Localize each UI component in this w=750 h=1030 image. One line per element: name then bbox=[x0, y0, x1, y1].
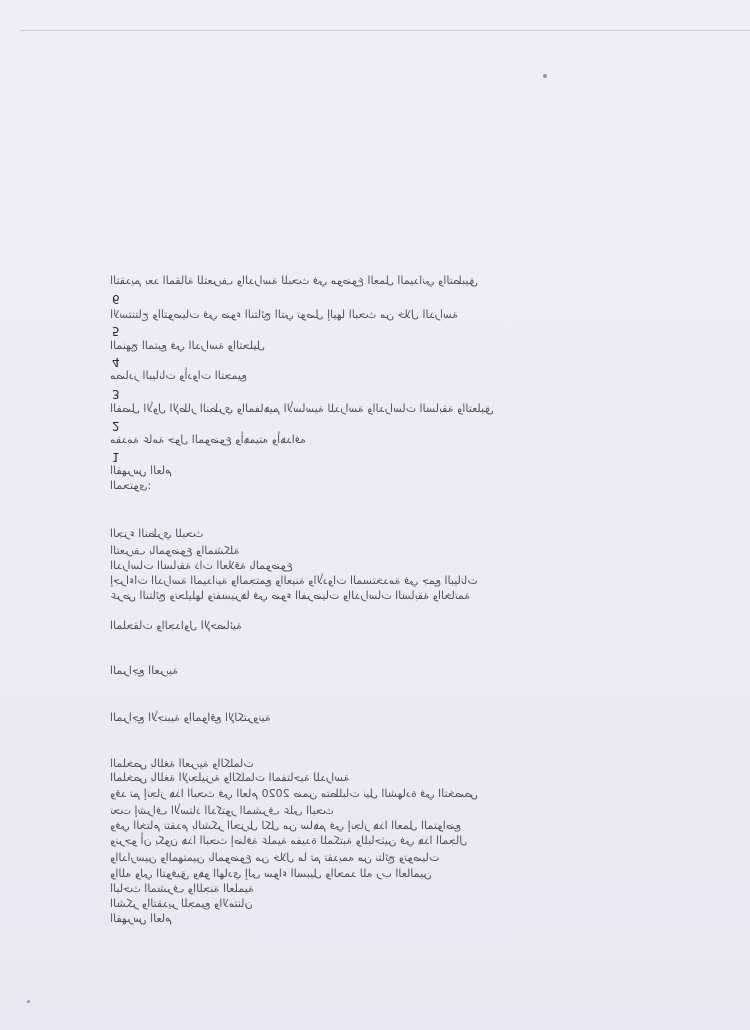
dust-speck bbox=[27, 1000, 30, 1003]
text-line: ﺍﻟﻔﻬﺮﺱ ﺍﻟﻌﺎﻡ bbox=[110, 464, 172, 477]
text-line: ﻭﻓﻲ ﺍﻟﺨﺘﺎﻡ ﻧﺘﻘﺪﻡ ﺑﺎﻟﺸﻜﺮ ﺍﻟﺠﺰﻳﻞ ﻟﻜﻞ ﻣﻦ ﺳﺎﻫﻢ ﻓﻲ ﺇﻧﺠﺎﺯ ﻫﺬﺍ ﺍﻟﻌﻤﻞ ﺍﻟﻤﺘﻮﺍﺿﻊ bbox=[110, 819, 461, 832]
text-line: ﺍﻟﺘﻘﺪﻳﻢ ﺑﻌﺪ ﺍﻟﻤﻘﺎﻟﺔ ﻟﻠﺘﻌﺮﻳﻒ ﻭﺍﻟﺪﺭﺍﺳﺔ ﻟﻠﺒﺤﺚ ﻓﻲ ﻣﻮﺿﻮﻉ ﺍﻟﻌﻤﻞ ﺍﻟﻤﻴﺪﺍﻧﻲ ﻭﺍﻟﺘﻄﺒﻴﻖ bbox=[110, 274, 478, 287]
dust-speck bbox=[543, 74, 547, 78]
text-line: ﻭﺍﻟﻠﻪ ﻭﻟﻲ ﺍﻟﺘﻮﻓﻴﻖ ﻭﻫﻮ ﺍﻟﻬﺎﺩﻱ ﺇﻟﻰ ﺳﻮﺍﺀ ﺍﻟﺴﺒﻴﻞ ﻭﺍﻟﺤﻤﺪ ﻟﻠﻪ ﺭﺏ ﺍﻟﻌﺎﻟﻤﻴﻦ bbox=[110, 867, 432, 880]
text-line: ﺍﻟﻤﻠﺨﺺ ﺑﺎﻟﻠﻐﺔ ﺍﻟﻌﺮﺑﻴﺔ ﻭﺍﻟﻜﻠﻤﺎﺕ bbox=[110, 757, 254, 770]
text-line: ﺍﻟﻤﻠﺨﺺ ﺑﺎﻟﻠﻐﺔ ﺍﻹﻧﺠﻠﻴﺰﻳﺔ ﻭﺍﻟﻜﻠﻤﺎﺕ ﺍﻟﻤﻔﺘﺎﺣﻴﺔ ﻟﻠﺪﺭﺍﺳﺔ bbox=[110, 771, 350, 784]
page-number: 1 bbox=[112, 450, 120, 464]
text-line: ﺍﻟﺸﻜﺮ ﻭﺍﻟﺘﻘﺪﻳﺮ ﻟﻠﺠﻤﻴﻊ ﻭﺍﻻﻣﺘﻨﺎﻥ bbox=[110, 897, 253, 910]
page-number: 5 bbox=[112, 324, 120, 338]
text-line: ﺍﻻﺳﺘﻨﺘﺎﺝ ﻭﺍﻟﺘﻮﺻﻴﺎﺕ ﻓﻲ ﺿﻮﺀ ﺍﻟﻨﺘﺎﺋﺞ ﺍﻟﺘﻲ ﺗﻮﺻﻞ ﺇﻟﻴﻬﺎ ﺍﻟﺒﺤﺚ ﻣﻦ ﺧﻼﻝ ﺍﻟﺪﺭﺍﺳﺔ bbox=[110, 308, 459, 321]
page-number: 4 bbox=[112, 355, 120, 369]
text-line: ﻣﻘﺪﻣﺔ ﻋﺎﻣﺔ ﺣﻮﻝ ﺍﻟﻤﻮﺿﻮﻉ ﻭﺃﻫﻤﻴﺘﻪ ﻭﺃﻫﺪﺍﻓﻪ bbox=[110, 433, 306, 446]
text-line: ﺍﻟﻤﻠﺤﻘﺎﺕ ﻭﺍﻟﺠﺪﺍﻭﻝ ﺍﻹﺣﺼﺎﺋﻴﺔ bbox=[110, 619, 243, 632]
text-line: ﻣﺼﺎﺩﺭ ﺍﻟﺒﻴﺎﻧﺎﺕ ﻭﺃﺩﻭﺍﺕ ﺍﻟﺘﺠﻤﻴﻊ bbox=[110, 369, 248, 382]
text-line: ﺇﺟﺮﺍﺀﺍﺕ ﺍﻟﺪﺭﺍﺳﺔ ﺍﻟﻤﻴﺪﺍﻧﻴﺔ ﻭﺍﻟﻤﺠﺘﻤﻊ ﻭﺍﻟﻌﻴﻨﺔ ﻭﺍﻷﺩﻭﺍﺕ ﺍﻟﻤﺴﺘﺨﺪﻣﺔ ﻓﻲ ﺟﻤﻊ ﺍﻟﺒﻴﺎﻧﺎﺕ bbox=[110, 574, 478, 587]
page-number: 6 bbox=[112, 292, 120, 306]
text-line: ﻋﺮﺽ ﺍﻟﻨﺘﺎﺋﺞ ﻭﺗﺤﻠﻴﻠﻬﺎ ﻭﺗﻔﺴﻴﺮﻫﺎ ﻓﻲ ﺿﻮﺀ ﺍﻟﻔﺮﺿﻴﺎﺕ ﻭﺍﻟﺪﺭﺍﺳﺎﺕ ﺍﻟﺴﺎﺑﻘﺔ ﻭﺍﻟﺨﺎﺗﻤﺔ bbox=[110, 589, 471, 602]
page-number: 3 bbox=[112, 387, 120, 401]
text-line: ﻭﻗﺪ ﺗﻢ ﺇﻧﺠﺎﺯ ﻫﺬﺍ ﺍﻟﺒﺤﺚ ﻓﻲ ﺍﻟﻌﺎﻡ 2020 ﺿﻤﻦ ﻣﺘﻄﻠﺒﺎﺕ ﻧﻴﻞ ﺍﻟﺸﻬﺎﺩﺓ ﻓﻲ ﺍﻟﺘﺨﺼﺺ bbox=[110, 787, 478, 800]
text-line: ﺍﻟﻤﺮﺍﺟﻊ ﺍﻟﻌﺮﺑﻴﺔ bbox=[110, 664, 179, 677]
page-number: 2 bbox=[112, 419, 120, 433]
text-line: ﻭﺍﻟﺪﺍﺭﺳﻴﻦ ﻭﺍﻟﻤﻬﺘﻤﻴﻦ ﺑﺎﻟﻤﻮﺿﻮﻉ ﻣﻦ ﺧﻼﻝ ﻣﺎ ﺗﻢ ﺗﻘﺪﻳﻤﻪ ﻣﻦ ﻧﺘﺎﺋﺞ ﻭﺗﻮﺻﻴﺎﺕ bbox=[110, 851, 440, 864]
text-line: ﺍﻟﻤﻨﻬﺞ ﺍﻟﻤﺘﺒﻊ ﻓﻲ ﺍﻟﺪﺭﺍﺳﺔ ﻭﺍﻟﺘﺤﻠﻴﻞ bbox=[110, 339, 266, 352]
text-line: ﺍﻟﻔﻬﺮﺱ ﺍﻟﻌﺎﻡ bbox=[110, 912, 172, 925]
text-line: ﺍﻟﻤﺤﺘﻮﻯ: bbox=[110, 479, 152, 492]
text-line: ﻭﻧﺮﺟﻮ ﺃﻥ ﻳﻜﻮﻥ ﻫﺬﺍ ﺍﻟﺒﺤﺚ ﺇﺿﺎﻓﺔ ﻋﻠﻤﻴﺔ ﻣﻔﻴﺪﺓ ﻟﻠﻤﻜﺘﺒﺔ ﻭﻟﻠﺒﺎﺣﺜﻴﻦ ﻓﻲ ﻫﺬﺍ ﺍﻟﻤﺠﺎﻝ bbox=[110, 834, 468, 847]
text-line: ﺗﺤﺖ ﺇﺷﺮﺍﻑ ﺍﻷﺳﺘﺎﺫ ﺍﻟﺪﻛﺘﻮﺭ ﺍﻟﻤﺸﺮﻑ ﻋﻠﻰ ﺍﻟﺒﺤﺚ bbox=[110, 804, 334, 817]
text-line: ﺍﻟﺘﻌﺮﻳﻒ ﺑﺎﻟﻤﻮﺿﻮﻉ ﻭﺍﻟﻤﺸﻜﻠﺔ bbox=[110, 544, 240, 557]
text-line: ﺍﻟﺠﺰﺀ ﺍﻟﻨﻈﺮﻱ ﻟﻠﺒﺤﺚ bbox=[110, 527, 204, 540]
page-edge bbox=[20, 30, 750, 31]
text-line: ﺍﻟﺪﺭﺍﺳﺎﺕ ﺍﻟﺴﺎﺑﻘﺔ ﺫﺍﺕ ﺍﻟﻌﻼﻗﺔ ﺑﺎﻟﻤﻮﺿﻮﻉ bbox=[110, 559, 293, 572]
text-line: ﺍﻟﻤﺮﺍﺟﻊ ﺍﻷﺟﻨﺒﻴﺔ ﻭﺍﻟﻤﻮﺍﻗﻊ ﺍﻹﻟﻜﺘﺮﻭﻧﻴﺔ bbox=[110, 711, 271, 724]
text-line: ﺍﻟﺒﺎﺣﺚ ﺍﻟﻤﺸﺮﻑ ﻭﺍﻟﻠﺠﻨﺔ ﺍﻟﻌﻠﻤﻴﺔ bbox=[110, 882, 254, 895]
text-line: ﺍﻟﻔﺼﻞ ﺍﻷﻭﻝ ﺍﻹﻃﺎﺭ ﺍﻟﻨﻈﺮﻱ ﻭﺍﻟﻤﻔﺎﻫﻴﻢ ﺍﻷﺳﺎﺳﻴﺔ ﻟﻠﺪﺭﺍﺳﺔ ﻭﺍﻟﺪﺭﺍﺳﺎﺕ ﺍﻟﺴﺎﺑﻘﺔ ﻭﺍﻟﺘﻌﻠﻴﻖ bbox=[110, 402, 494, 415]
